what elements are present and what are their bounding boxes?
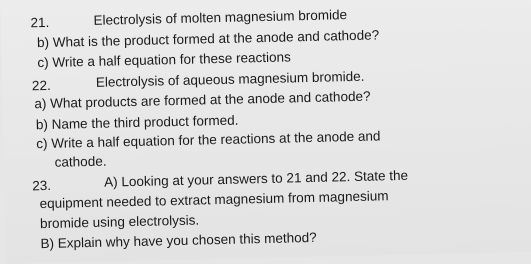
question-23-a-line1: A) Looking at your answers to 21 and 22. State the	[103, 167, 409, 190]
question-22-b: b) Name the third product formed.	[35, 112, 239, 133]
question-22-title: Electrolysis of aqueous magnesium bromide.	[95, 68, 365, 90]
question-22-number: 22.	[31, 77, 51, 94]
question-22-a: a) What products are formed at the anode and cathode?	[34, 88, 371, 112]
question-21-number: 21.	[30, 14, 50, 31]
question-23-a-line2: equipment needed to extract magnesium from magnesium	[39, 188, 389, 212]
question-21-c: c) Write a half equation for these reactions	[37, 49, 291, 71]
question-22-c-line1: c) Write a half equation for the reactions at the anode and	[36, 128, 381, 152]
question-21-b: b) What is the product formed at the anode and cathode?	[36, 27, 380, 51]
question-23-number: 23.	[32, 177, 52, 194]
question-22-c-line2: cathode.	[54, 153, 107, 170]
question-23-a-line3: bromide using electrolysis.	[39, 212, 200, 232]
question-21-title: Electrolysis of molten magnesium bromide	[93, 7, 348, 28]
question-23-b: B) Explain why have you chosen this method?	[40, 229, 317, 252]
